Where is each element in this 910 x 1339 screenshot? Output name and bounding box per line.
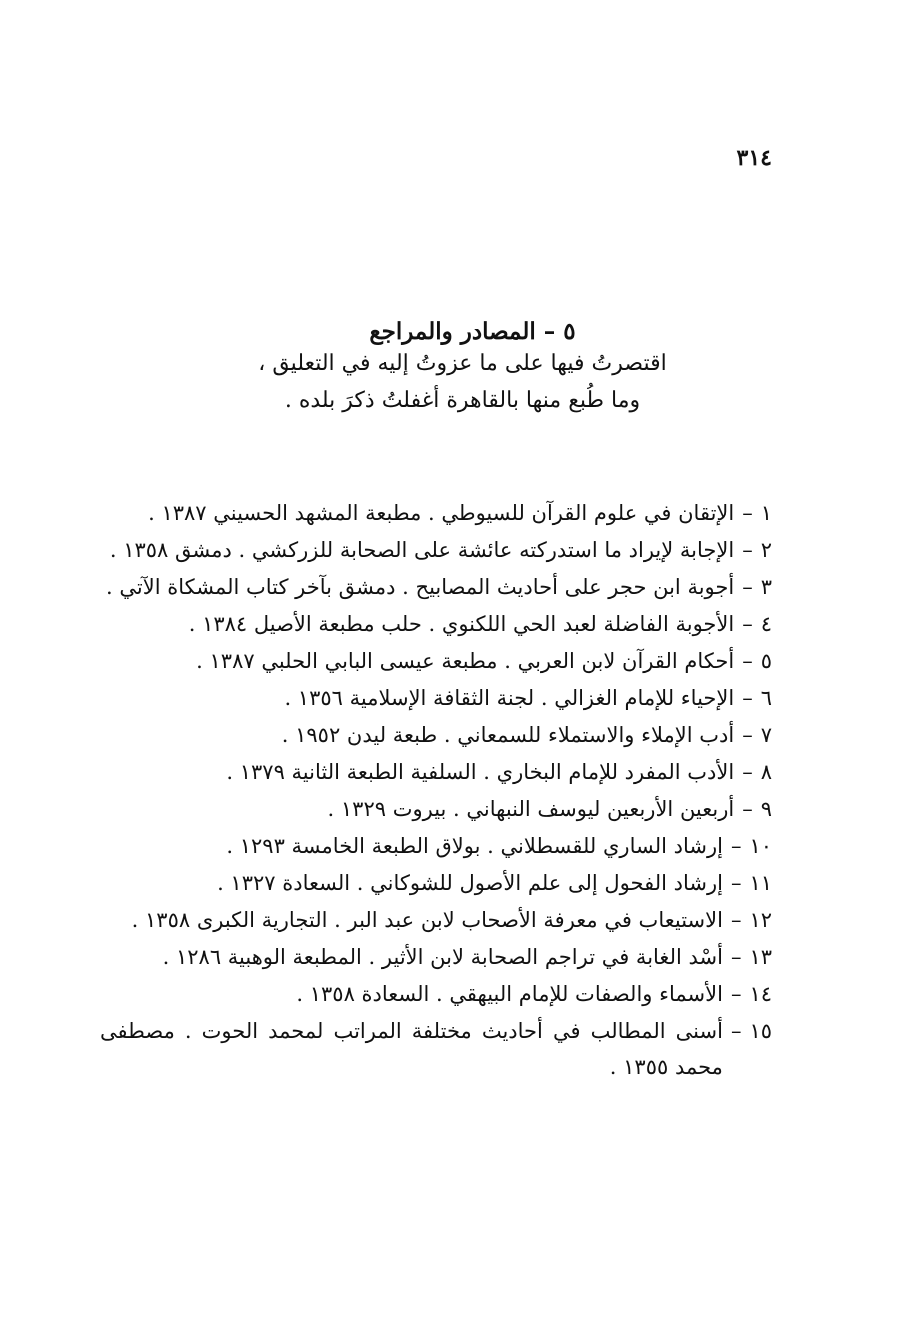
section-heading-block (0, 318, 910, 419)
reference-number: ٢ (760, 538, 772, 562)
reference-item: ١٣– أسْد الغابة في تراجم الصحابة لابن الأثير . المطبعة الوهبية ١٢٨٦ . (100, 939, 772, 975)
reference-number: ١٠ (749, 834, 772, 858)
reference-text: الأدب المفرد للإمام البخاري . السلفية الطبعة الثانية ١٣٧٩ . (226, 760, 735, 784)
reference-item: ١– الإتقان في علوم القرآن للسيوطي . مطبعة المشهد الحسيني ١٣٨٧ . (100, 495, 772, 531)
reference-item: ١٤– الأسماء والصفات للإمام البيهقي . السعادة ١٣٥٨ . (100, 976, 772, 1012)
reference-text: الأسماء والصفات للإمام البيهقي . السعادة ١٣٥٨ . (296, 982, 723, 1006)
reference-number: ١٥ (749, 1019, 772, 1043)
reference-number: ٩ (760, 797, 772, 821)
intro-line: اقتصرتُ فيها على ما عزوتُ إليه في التعليق ، (258, 351, 667, 376)
reference-number: ٣ (760, 575, 772, 599)
reference-text: أجوبة ابن حجر على أحاديث المصابيح . دمشق بآخر كتاب المشكاة الآتي . (106, 575, 735, 599)
reference-text: أحكام القرآن لابن العربي . مطبعة عيسى البابي الحلبي ١٣٨٧ . (196, 649, 735, 673)
reference-number: ٨ (760, 760, 772, 784)
reference-item: ١٢– الاستيعاب في معرفة الأصحاب لابن عبد البر . التجارية الكبرى ١٣٥٨ . (100, 902, 772, 938)
reference-number: ٥ (760, 649, 772, 673)
reference-number: ١ (760, 501, 772, 525)
reference-number: ٦ (760, 686, 772, 710)
reference-item: ١٠– إرشاد الساري للقسطلاني . بولاق الطبعة الخامسة ١٢٩٣ . (100, 828, 772, 864)
section-title: ٥ – المصادر والمراجع (369, 318, 576, 345)
reference-item: ١٥– أسنى المطالب في أحاديث مختلفة المراتب لمحمد الحوت . مصطفى محمد ١٣٥٥ . (100, 1013, 772, 1085)
reference-item: ٤– الأجوبة الفاضلة لعبد الحي اللكنوي . حلب مطبعة الأصيل ١٣٨٤ . (100, 606, 772, 642)
reference-number: ٧ (760, 723, 772, 747)
reference-text: الإتقان في علوم القرآن للسيوطي . مطبعة المشهد الحسيني ١٣٨٧ . (148, 501, 735, 525)
reference-text: أدب الإملاء والاستملاء للسمعاني . طبعة ليدن ١٩٥٢ . (281, 723, 735, 747)
reference-number: ١٢ (749, 908, 772, 932)
page-number: ٣١٤ (736, 145, 772, 171)
reference-item: ٩– أربعين الأربعين ليوسف النبهاني . بيروت ١٣٢٩ . (100, 791, 772, 827)
reference-text: أسْد الغابة في تراجم الصحابة لابن الأثير . المطبعة الوهبية ١٢٨٦ . (162, 945, 723, 969)
reference-item: ٥– أحكام القرآن لابن العربي . مطبعة عيسى البابي الحلبي ١٣٨٧ . (100, 643, 772, 679)
reference-text: الإجابة لإيراد ما استدركته عائشة على الصحابة للزركشي . دمشق ١٣٥٨ . (109, 538, 735, 562)
reference-number: ١٤ (749, 982, 772, 1006)
reference-text: الأجوبة الفاضلة لعبد الحي اللكنوي . حلب مطبعة الأصيل ١٣٨٤ . (188, 612, 735, 636)
reference-number: ٤ (760, 612, 772, 636)
reference-item: ٧– أدب الإملاء والاستملاء للسمعاني . طبعة ليدن ١٩٥٢ . (100, 717, 772, 753)
reference-text: إرشاد الساري للقسطلاني . بولاق الطبعة الخامسة ١٢٩٣ . (226, 834, 723, 858)
reference-item: ٨– الأدب المفرد للإمام البخاري . السلفية الطبعة الثانية ١٣٧٩ . (100, 754, 772, 790)
reference-text: أربعين الأربعين ليوسف النبهاني . بيروت ١٣٢٩ . (327, 797, 735, 821)
reference-text: إرشاد الفحول إلى علم الأصول للشوكاني . السعادة ١٣٢٧ . (217, 871, 723, 895)
references-list (100, 495, 772, 1086)
reference-item: ٢– الإجابة لإيراد ما استدركته عائشة على الصحابة للزركشي . دمشق ١٣٥٨ . (100, 532, 772, 568)
reference-item: ٣– أجوبة ابن حجر على أحاديث المصابيح . دمشق بآخر كتاب المشكاة الآتي . (100, 569, 772, 605)
intro-line: وما طُبع منها بالقاهرة أغفلتُ ذكرَ بلده . (284, 388, 641, 413)
reference-text: أسنى المطالب في أحاديث مختلفة المراتب لمحمد الحوت . مصطفى محمد ١٣٥٥ . (100, 1019, 723, 1079)
reference-text: الاستيعاب في معرفة الأصحاب لابن عبد البر . التجارية الكبرى ١٣٥٨ . (131, 908, 723, 932)
reference-item: ١١– إرشاد الفحول إلى علم الأصول للشوكاني . السعادة ١٣٢٧ . (100, 865, 772, 901)
reference-number: ١١ (749, 871, 772, 895)
reference-text: الإحياء للإمام الغزالي . لجنة الثقافة الإسلامية ١٣٥٦ . (284, 686, 735, 710)
reference-item: ٦– الإحياء للإمام الغزالي . لجنة الثقافة الإسلامية ١٣٥٦ . (100, 680, 772, 716)
reference-number: ١٣ (749, 945, 772, 969)
